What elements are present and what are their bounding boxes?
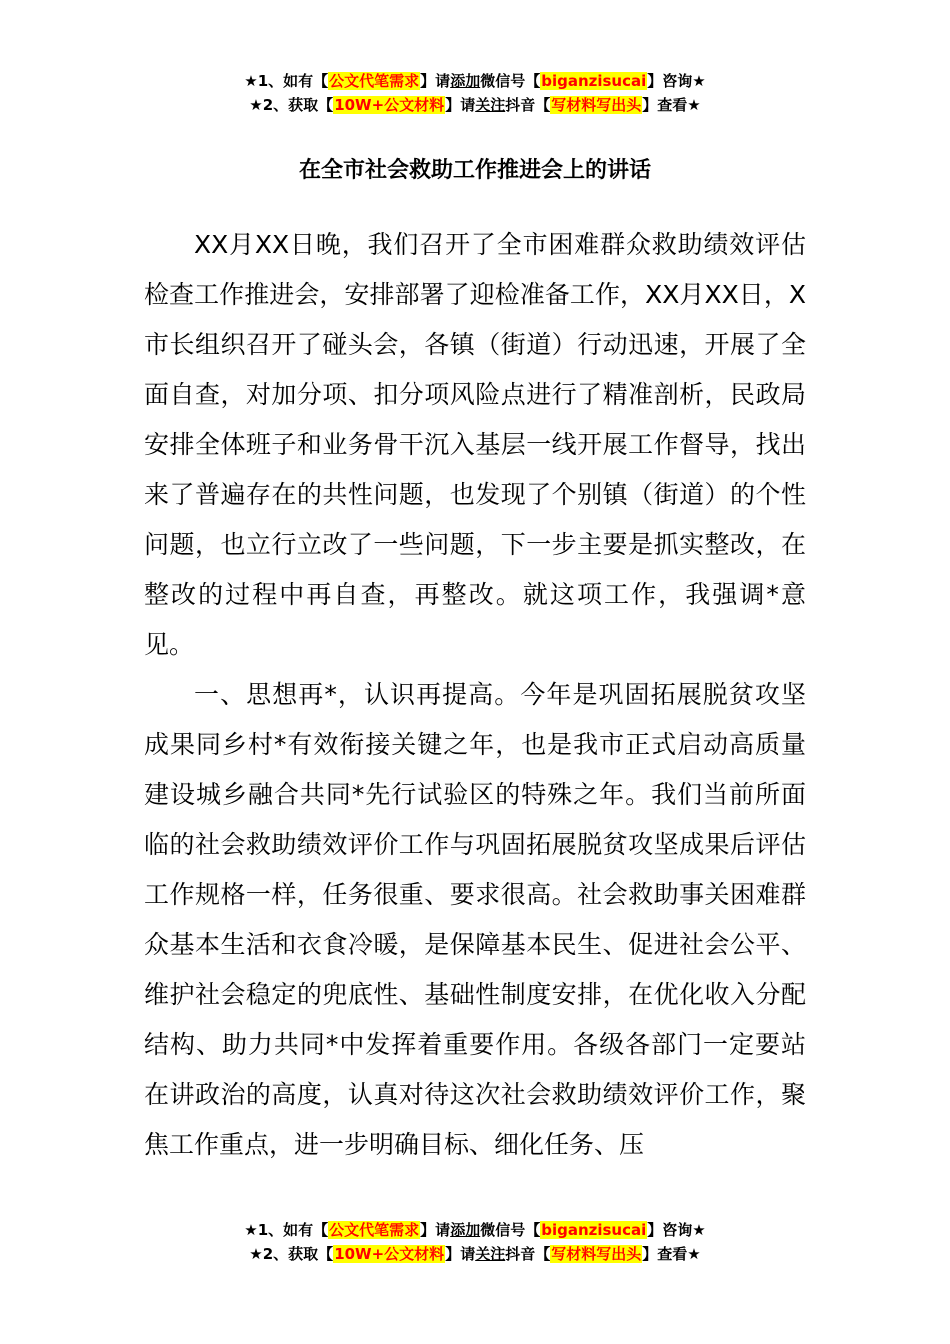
banner-text: ★1、如有【 xyxy=(244,72,329,90)
document-title: 在全市社会救助工作推进会上的讲话 xyxy=(298,158,651,183)
highlight-service: 公文代笔需求 xyxy=(329,1221,420,1239)
banner-text: 】查看★ xyxy=(642,1245,701,1263)
banner-text: ★2、获取【 xyxy=(249,96,334,114)
banner-text: 】请 xyxy=(445,1245,476,1263)
banner-text: 微信号【 xyxy=(480,1221,541,1239)
highlight-account: 写材料写出头 xyxy=(551,1245,642,1263)
document-body xyxy=(144,220,806,1170)
banner-line-1 xyxy=(0,1218,950,1242)
footer-banner xyxy=(0,1218,950,1266)
banner-text: 抖音【 xyxy=(505,96,551,114)
banner-line-2 xyxy=(0,93,950,117)
banner-text: 】请 xyxy=(445,96,476,114)
highlight-materials: 10W+公文材料 xyxy=(334,96,445,114)
underlined-text: 关注 xyxy=(475,1245,506,1263)
banner-text: 微信号【 xyxy=(480,72,541,90)
paragraph: 一、思想再*，认识再提高。今年是巩固拓展脱贫攻坚成果同乡村*有效衔接关键之年，也是我市正式启动高质量建设城乡融合共同*先行试验区的特殊之年。我们当前所面临的社会救助绩效评价工作与巩固拓展脱贫攻坚成果后评估工作规格一样，任务很重、要求很高。社会救助事关困难群众基本生活和衣食冷暖，是保障基本民生、促进社会公平、维护社会稳定的兜底性、基础性制度安排，在优化收入分配结构、助力共同*中发挥着重要作用。各级各部门一定要站在讲政治的高度，认真对待这次社会救助绩效评价工作，聚焦工作重点，进一步明确目标、细化任务、压 xyxy=(144,680,806,1159)
banner-text: 】咨询★ xyxy=(647,1221,706,1239)
banner-text: 】咨询★ xyxy=(647,72,706,90)
underlined-text: 添加 xyxy=(450,1221,481,1239)
highlight-account: 写材料写出头 xyxy=(551,96,642,114)
highlight-wechat-id: biganzisucai xyxy=(541,72,647,90)
banner-line-2 xyxy=(0,1242,950,1266)
banner-text: ★2、获取【 xyxy=(249,1245,334,1263)
banner-line-1 xyxy=(0,69,950,93)
banner-text: 】查看★ xyxy=(642,96,701,114)
highlight-service: 公文代笔需求 xyxy=(329,72,420,90)
underlined-text: 添加 xyxy=(450,72,481,90)
highlight-wechat-id: biganzisucai xyxy=(541,1221,647,1239)
highlight-materials: 10W+公文材料 xyxy=(334,1245,445,1263)
banner-text: 抖音【 xyxy=(505,1245,551,1263)
banner-text: 】请 xyxy=(420,72,451,90)
paragraph: XX月XX日晚，我们召开了全市困难群众救助绩效评估检查工作推进会，安排部署了迎检准备工作，XX月XX日，X市长组织召开了碰头会，各镇（街道）行动迅速，开展了全面自查，对加分项、扣分项风险点进行了精准剖析，民政局安排全体班子和业务骨干沉入基层一线开展工作督导，找出来了普遍存在的共性问题，也发现了个别镇（街道）的个性问题，也立行立改了一些问题，下一步主要是抓实整改，在整改的过程中再自查，再整改。就这项工作，我强调*意见。 xyxy=(144,230,806,659)
banner-text: ★1、如有【 xyxy=(244,1221,329,1239)
underlined-text: 关注 xyxy=(475,96,506,114)
banner-text: 】请 xyxy=(420,1221,451,1239)
header-banner xyxy=(0,69,950,117)
